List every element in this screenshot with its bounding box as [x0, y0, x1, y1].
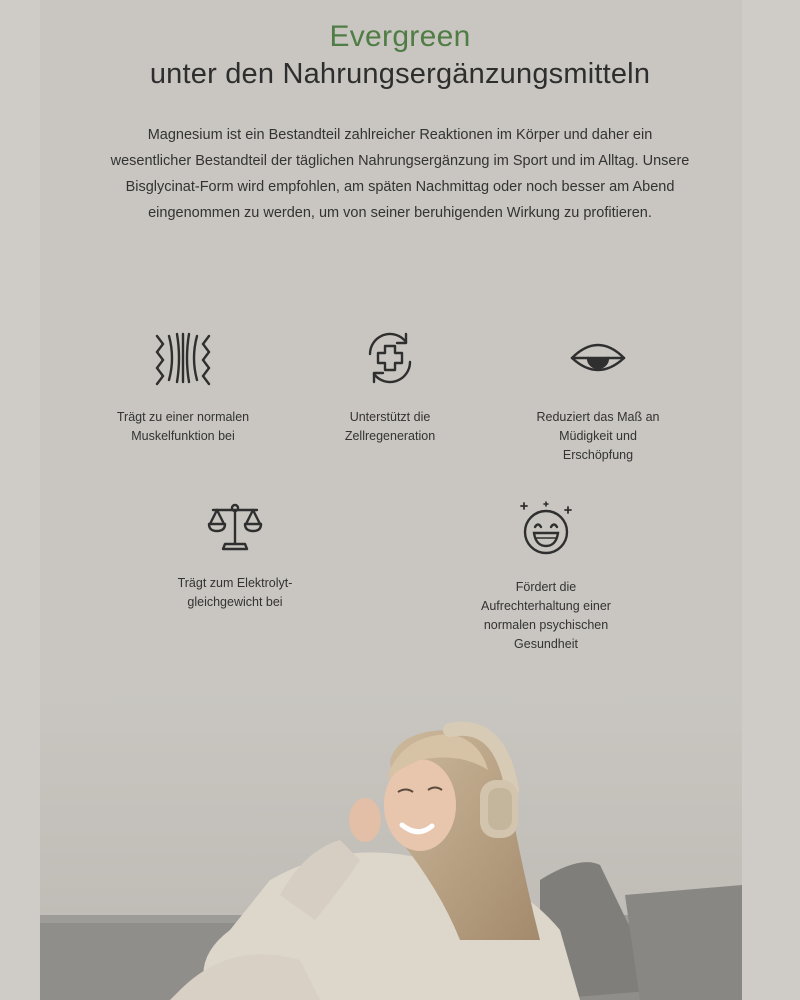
balance-scale-icon [207, 500, 263, 552]
feature-label: Trägt zum Elektrolyt-gleichgewicht bei [177, 576, 293, 609]
cell-regeneration-icon [362, 330, 418, 386]
feature-label: Unterstützt die Zellregeneration [344, 410, 436, 443]
heading-main: unter den Nahrungsergänzungsmitteln [149, 58, 651, 90]
feature-electrolyte-balance [165, 500, 305, 612]
muscle-fiber-icon [153, 330, 213, 386]
feature-muscle-function [103, 330, 263, 446]
feature-label: Reduziert das Maß an Müdigkeit und Erschöpfung [536, 410, 660, 462]
feature-fatigue [528, 330, 668, 465]
feature-label: Fördert die Aufrechterhaltung einer normalen psychischen Gesundheit [481, 580, 611, 651]
intro-paragraph: Magnesium ist ein Bestandteil zahlreicher Reaktionen im Körper und daher ein wesentlicher Bestandteil der täglichen Nahrungsergänzung im Sport und im Alltag. Unsere Bisglycinat-Form wird empfohlen, am späten Nachmittag oder noch besser am Abend eingenommen zu werden, um von seiner beruhigenden Wirkung zu profitieren. [110, 127, 690, 221]
feature-label: Trägt zu einer normalen Muskelfunktion bei [116, 410, 250, 443]
heading-accent: Evergreen [329, 20, 471, 53]
lifestyle-photo-woman-with-headphones [40, 690, 742, 1000]
smiley-face-icon [516, 500, 576, 556]
tired-eye-icon [568, 330, 628, 386]
feature-cell-regeneration [330, 330, 450, 446]
feature-mental-health [470, 500, 622, 654]
